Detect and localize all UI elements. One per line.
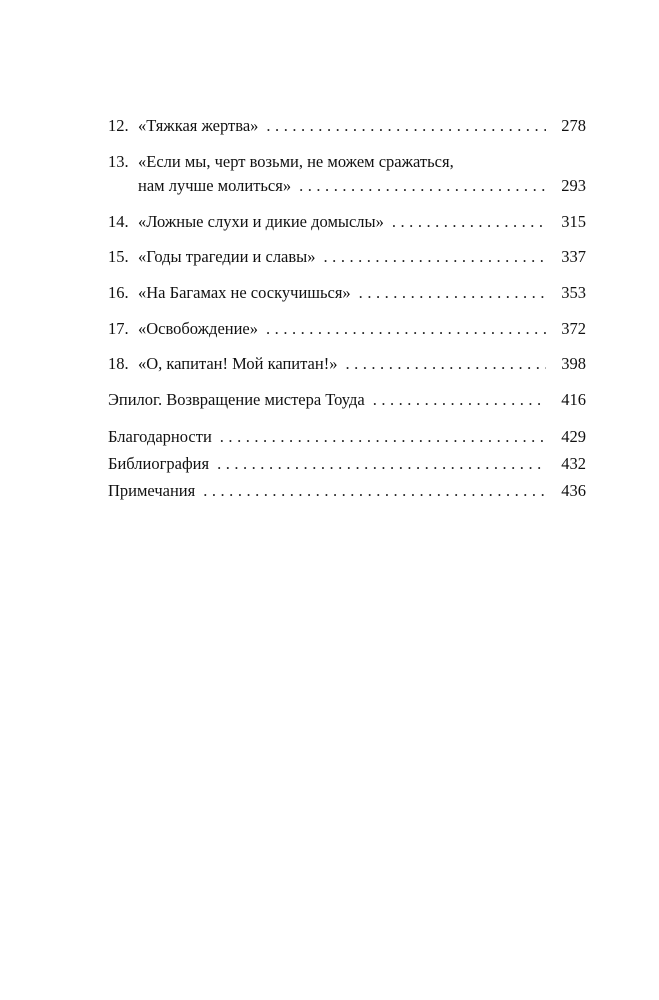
dot-leader <box>299 175 546 197</box>
toc-entry-title: «О, капитан! Мой капитан!» <box>138 354 338 373</box>
toc-entry <box>108 318 586 340</box>
toc-entry-page: 429 <box>561 427 586 446</box>
toc-entry-title: Эпилог. Возвращение мистера Тоуда <box>108 390 365 409</box>
toc-entry-title: нам лучше молиться» <box>138 176 292 195</box>
toc-entry-number: 13. <box>108 152 129 171</box>
toc-entry-title: «Освобождение» <box>138 319 259 338</box>
dot-leader <box>345 353 546 375</box>
toc-entry-number: 15. <box>108 247 129 266</box>
toc-entry <box>108 282 586 304</box>
dot-leader <box>266 115 546 137</box>
toc-entry-epilogue <box>108 389 586 411</box>
toc-entry-page: 398 <box>561 354 586 373</box>
toc-entry-title: «На Багамах не соскучишься» <box>138 283 351 302</box>
toc-entry <box>108 115 586 137</box>
dot-leader <box>359 282 546 304</box>
toc-entry-page: 278 <box>561 116 586 135</box>
toc-entry-page: 432 <box>561 454 586 473</box>
toc-entry-page: 372 <box>561 319 586 338</box>
toc-entry-number: 14. <box>108 212 129 231</box>
toc-entry-title: «Тяжкая жертва» <box>138 116 259 135</box>
toc-entry-bibliography <box>108 453 586 475</box>
toc-entry-page: 416 <box>561 390 586 409</box>
toc-entry-title: «Годы трагедии и славы» <box>138 247 316 266</box>
toc-entry-number: 12. <box>108 116 129 135</box>
toc-entry-title: Библиография <box>108 454 210 473</box>
dot-leader <box>203 480 546 502</box>
toc-entry-title-line <box>108 151 454 173</box>
toc-entry-number: 18. <box>108 354 129 373</box>
toc-entry-page: 293 <box>561 176 586 195</box>
toc-entry <box>108 211 586 233</box>
toc-entry-number: 16. <box>108 283 129 302</box>
toc-entry <box>108 246 586 268</box>
toc-entry-title: Благодарности <box>108 427 212 446</box>
dot-leader <box>266 318 546 340</box>
dot-leader <box>220 426 546 448</box>
toc-entry-notes <box>108 480 586 502</box>
toc-entry-page: 353 <box>561 283 586 302</box>
toc-entry <box>108 175 586 197</box>
toc-entry-page: 315 <box>561 212 586 231</box>
toc-entry-number: 17. <box>108 319 129 338</box>
dot-leader <box>324 246 546 268</box>
toc-entry-page: 436 <box>561 481 586 500</box>
toc-entry <box>108 353 586 375</box>
toc-entry-title: Примечания <box>108 481 196 500</box>
dot-leader <box>217 453 546 475</box>
toc-entry-page: 337 <box>561 247 586 266</box>
dot-leader <box>373 389 546 411</box>
toc-entry-title-first-line: «Если мы, черт возьми, не можем сражаться, <box>138 152 454 171</box>
toc-entry-acknowledgements <box>108 426 586 448</box>
dot-leader <box>392 211 546 233</box>
toc-entry-title: «Ложные слухи и дикие домыслы» <box>138 212 384 231</box>
